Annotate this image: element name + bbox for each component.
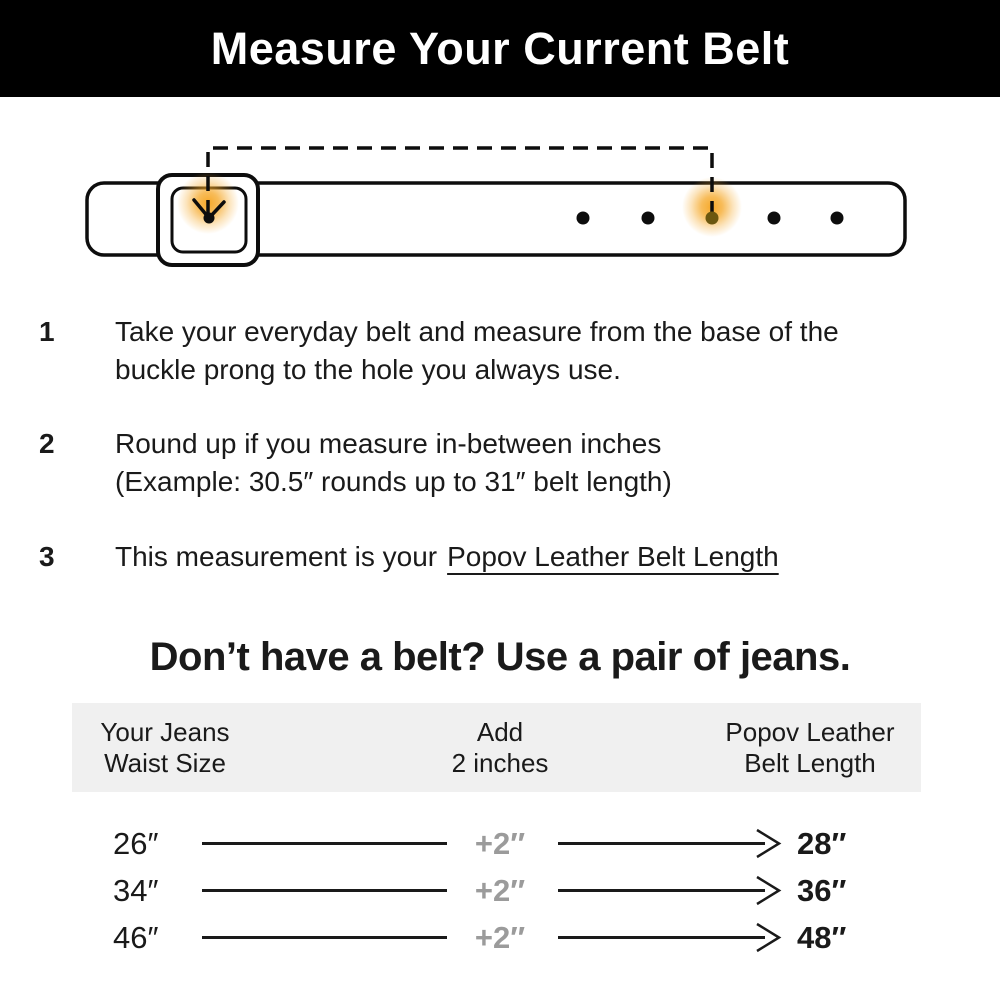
step-1 [0,313,960,389]
step-3 [0,538,960,576]
jeans-section-heading: Don’t have a belt? Use a pair of jeans. [149,635,851,679]
column-header-line: Add [476,717,524,747]
step-2 [0,425,960,501]
waist-size-value: 46″ [113,919,159,955]
column-header-line: Popov Leather [725,717,895,747]
column-header-line: Your Jeans [100,717,230,747]
belt-length-value: 36″ [797,872,847,908]
column-header-line: Belt Length [744,748,876,778]
belt-hole [768,212,781,225]
header-bar [0,0,1000,97]
prong-base-dot [204,213,215,224]
column-header-add [400,717,600,779]
belt-length-link[interactable]: Popov Leather Belt Length [447,541,779,572]
belt-hole [642,212,655,225]
column-header-line: 2 inches [451,748,549,778]
step-number: 3 [39,541,55,572]
waist-size-value: 34″ [113,872,159,908]
belt-hole [577,212,590,225]
step-1-line-2: buckle prong to the hole you always use. [115,354,621,385]
arrow-icon [558,827,786,860]
connector-line [202,936,447,939]
step-2-line-1: Round up if you measure in-between inches [115,428,662,459]
step-3-prefix: This measurement is your [115,541,438,572]
table-row [0,914,1000,961]
step-2-line-2: (Example: 30.5″ rounds up to 31″ belt length) [115,466,672,497]
step-text [115,425,960,501]
step-number: 2 [39,428,55,459]
step-number: 1 [39,316,55,347]
belt-measurement-diagram [0,97,1000,300]
connector-line [202,842,447,845]
step-1-line-1: Take your everyday belt and measure from the base of the [115,316,839,347]
connector-line [202,889,447,892]
belt-hole [831,212,844,225]
add-inches-value: +2″ [474,872,526,908]
belt-length-value: 28″ [797,825,847,861]
add-inches-value: +2″ [474,919,526,955]
column-header-belt-length [700,717,920,779]
table-row [0,867,1000,914]
arrow-icon [558,874,786,907]
step-text [115,538,960,576]
arrow-icon [558,921,786,954]
column-header-line: Waist Size [104,748,226,778]
add-inches-value: +2″ [474,825,526,861]
waist-size-value: 26″ [113,825,159,861]
highlighted-belt-hole [706,212,719,225]
belt-length-value: 48″ [797,919,847,955]
page-title: Measure Your Current Belt [210,22,790,74]
column-header-waist [65,717,265,779]
step-text [115,313,960,389]
table-row [0,820,1000,867]
